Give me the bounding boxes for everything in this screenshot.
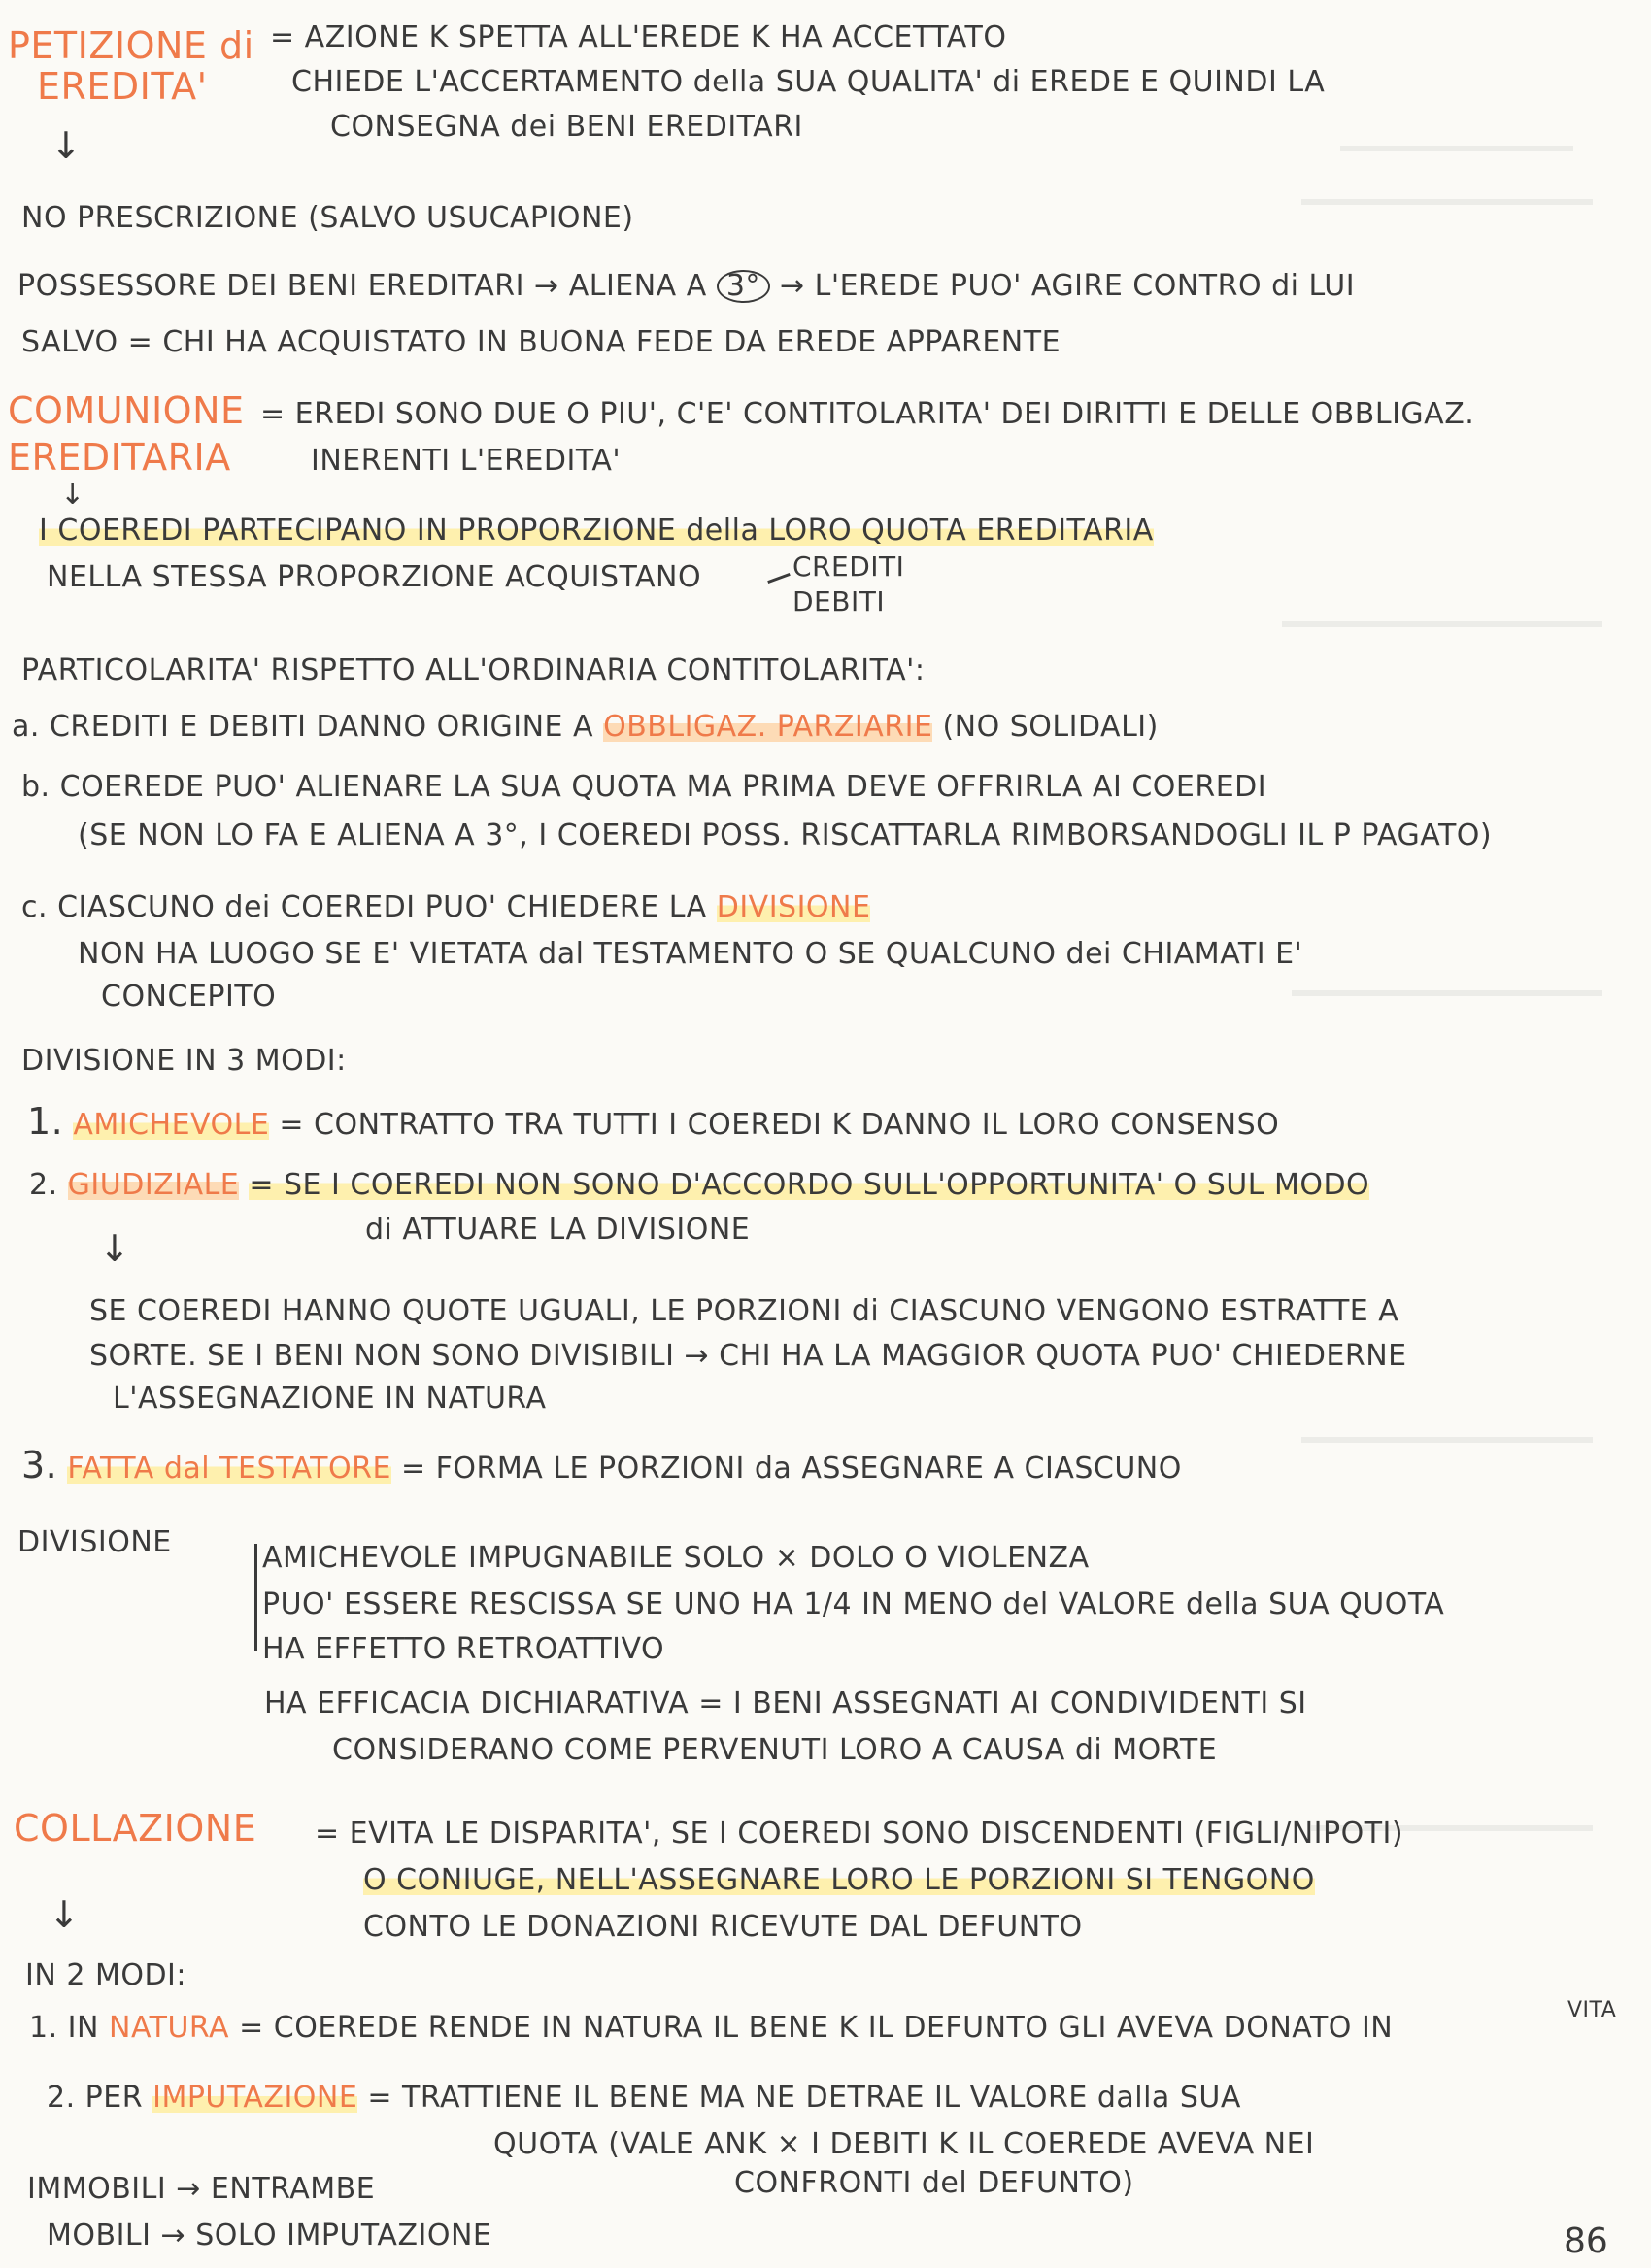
coeredi-line-2: NELLA STESSA PROPORZIONE ACQUISTANO [47,563,702,592]
modo-2: 2. GIUDIZIALE = SE I COEREDI NON SONO D'ACCORDO SULL'OPPORTUNITA' O SUL MODO [29,1171,1369,1200]
petizione-term-1: PETIZIONE di [8,27,254,64]
possessore-line [17,270,1355,303]
giudiziale-detail-2: SORTE. SE I BENI NON SONO DIVISIBILI → CHI HA LA MAGGIOR QUOTA PUO' CHIEDERNE [89,1342,1407,1371]
branch-icon [767,573,791,584]
comunione-definition-1: = EREDI SONO DUE O PIU', C'E' CONTITOLARITA' DEI DIRITTI E DELLE OBBLIGAZ. [260,400,1475,429]
divisione-property-5: CONSIDERANO COME PERVENUTI LORO A CAUSA di MORTE [332,1736,1218,1765]
particolarita-c-2: NON HA LUOGO SE E' VIETATA dal TESTAMENTO O SE QUALCUNO dei CHIAMATI E' [78,940,1303,969]
particolarita-b-2: (SE NON LO FA E ALIENA A 3°, I COEREDI POSS. RISCATTARLA RIMBORSANDOGLI IL P PAGATO) [78,821,1493,850]
collazione-definition-3: CONTO LE DONAZIONI RICEVUTE DAL DEFUNTO [363,1913,1083,1942]
modo-1: 1. AMICHEVOLE = CONTRATTO TRA TUTTI I COEREDI K DANNO IL LORO CONSENSO [27,1103,1280,1140]
particolarita-c-1: c. CIASCUNO dei COEREDI PUO' CHIEDERE LA DIVISIONE [21,893,870,922]
divisione-term: DIVISIONE [717,893,871,922]
possessore-text-a: POSSESSORE DEI BENI EREDITARI → ALIENA A [17,270,707,303]
divisione-intro: DIVISIONE IN 3 MODI: [21,1047,347,1076]
collazione-modo-2-continuation-2: CONFRONTI del DEFUNTO) [734,2169,1134,2198]
down-arrow-icon: ↓ [49,1893,80,1936]
divisione-property-2: PUO' ESSERE RESCISSA SE UNO HA 1/4 IN MENO del VALORE della SUA QUOTA [262,1590,1445,1619]
collazione-modo-1: 1. IN NATURA = COEREDE RENDE IN NATURA IL BENE K IL DEFUNTO GLI AVEVA DONATO IN [29,2014,1393,2043]
divisione-property-1: AMICHEVOLE IMPUGNABILE SOLO × DOLO O VIOLENZA [262,1544,1090,1573]
divisione-label: DIVISIONE [17,1528,172,1557]
mobili-line: MOBILI → SOLO IMPUTAZIONE [47,2221,492,2251]
bracket-icon [254,1544,257,1651]
comunione-term-2: EREDITARIA [8,439,231,476]
collazione-definition-2: O CONIUGE, NELL'ASSEGNARE LORO LE PORZIONI SI TENGONO [363,1866,1315,1895]
petizione-definition-2: CHIEDE L'ACCERTAMENTO della SUA QUALITA' di EREDE E QUINDI LA [291,68,1326,97]
collazione-modo-2-continuation-1: QUOTA (VALE ANK × I DEBITI K IL COEREDE AVEVA NEI [493,2130,1315,2159]
possessore-text-b: → L'EREDE PUO' AGIRE CONTRO di LUI [779,270,1356,303]
collazione-modi: IN 2 MODI: [25,1961,187,1990]
obbligaz-parziarie-term: OBBLIGAZ. PARZIARIE [603,713,932,742]
bleed-through-mark [1282,621,1602,627]
page-number: 86 [1564,2221,1608,2261]
bleed-through-mark [1292,990,1602,996]
giudiziale-term: GIUDIZIALE [68,1171,240,1200]
particolarita-heading: PARTICOLARITA' RISPETTO ALL'ORDINARIA CONTITOLARITA': [21,656,926,685]
petizione-term-2: EREDITA' [37,68,208,105]
divisione-property-3: HA EFFETTO RETROATTIVO [262,1635,665,1664]
petizione-definition-1: = AZIONE K SPETTA ALL'EREDE K HA ACCETTATO [270,23,1007,52]
modo-3: 3. FATTA dal TESTATORE = FORMA LE PORZIONI da ASSEGNARE A CIASCUNO [21,1447,1182,1484]
circled-third-icon: 3° [717,270,770,303]
fatta-dal-testatore-term: FATTA dal TESTATORE [67,1451,391,1484]
divisione-property-4: HA EFFICACIA DICHIARATIVA = I BENI ASSEGNATI AI CONDIVIDENTI SI [264,1689,1307,1718]
vita-superscript: VITA [1567,2000,1617,2021]
down-arrow-icon: ↓ [60,478,85,512]
down-arrow-icon: ↓ [99,1227,130,1270]
coeredi-line-1: I COEREDI PARTECIPANO IN PROPORZIONE della LORO QUOTA EREDITARIA [39,517,1154,546]
crediti-label: CREDITI [792,553,905,581]
collazione-modo-2: 2. PER IMPUTAZIONE = TRATTIENE IL BENE MA NE DETRAE IL VALORE dalla SUA [47,2084,1241,2113]
giudiziale-detail-3: L'ASSEGNAZIONE IN NATURA [113,1384,547,1414]
modo-2-continuation: di ATTUARE LA DIVISIONE [365,1216,751,1245]
petizione-definition-3: CONSEGNA dei BENI EREDITARI [330,113,803,142]
comunione-term-1: COMUNIONE [8,392,245,429]
immobili-line: IMMOBILI → ENTRAMBE [27,2175,376,2204]
down-arrow-icon: ↓ [51,124,82,167]
natura-term: NATURA [109,2014,230,2043]
particolarita-b-1: b. COEREDE PUO' ALIENARE LA SUA QUOTA MA PRIMA DEVE OFFRIRLA AI COEREDI [21,773,1267,802]
no-prescrizione: NO PRESCRIZIONE (SALVO USUCAPIONE) [21,204,634,233]
bleed-through-mark [1301,199,1593,205]
particolarita-c-3: CONCEPITO [101,983,277,1012]
imputazione-term: IMPUTAZIONE [152,2084,357,2113]
salvo-line: SALVO = CHI HA ACQUISTATO IN BUONA FEDE DA EREDE APPARENTE [21,328,1061,357]
collazione-definition-1: = EVITA LE DISPARITA', SE I COEREDI SONO DISCENDENTI (FIGLI/NIPOTI) [315,1819,1404,1849]
comunione-definition-2: INERENTI L'EREDITA' [311,447,622,476]
amichevole-term: AMICHEVOLE [73,1108,270,1140]
bleed-through-mark [1301,1437,1593,1443]
bleed-through-mark [1340,146,1573,151]
collazione-term: COLLAZIONE [14,1810,257,1847]
particolarita-a: a. CREDITI E DEBITI DANNO ORIGINE A OBBLIGAZ. PARZIARIE (NO SOLIDALI) [12,713,1159,742]
giudiziale-detail-1: SE COEREDI HANNO QUOTE UGUALI, LE PORZIONI di CIASCUNO VENGONO ESTRATTE A [89,1297,1399,1326]
debiti-label: DEBITI [792,588,886,616]
